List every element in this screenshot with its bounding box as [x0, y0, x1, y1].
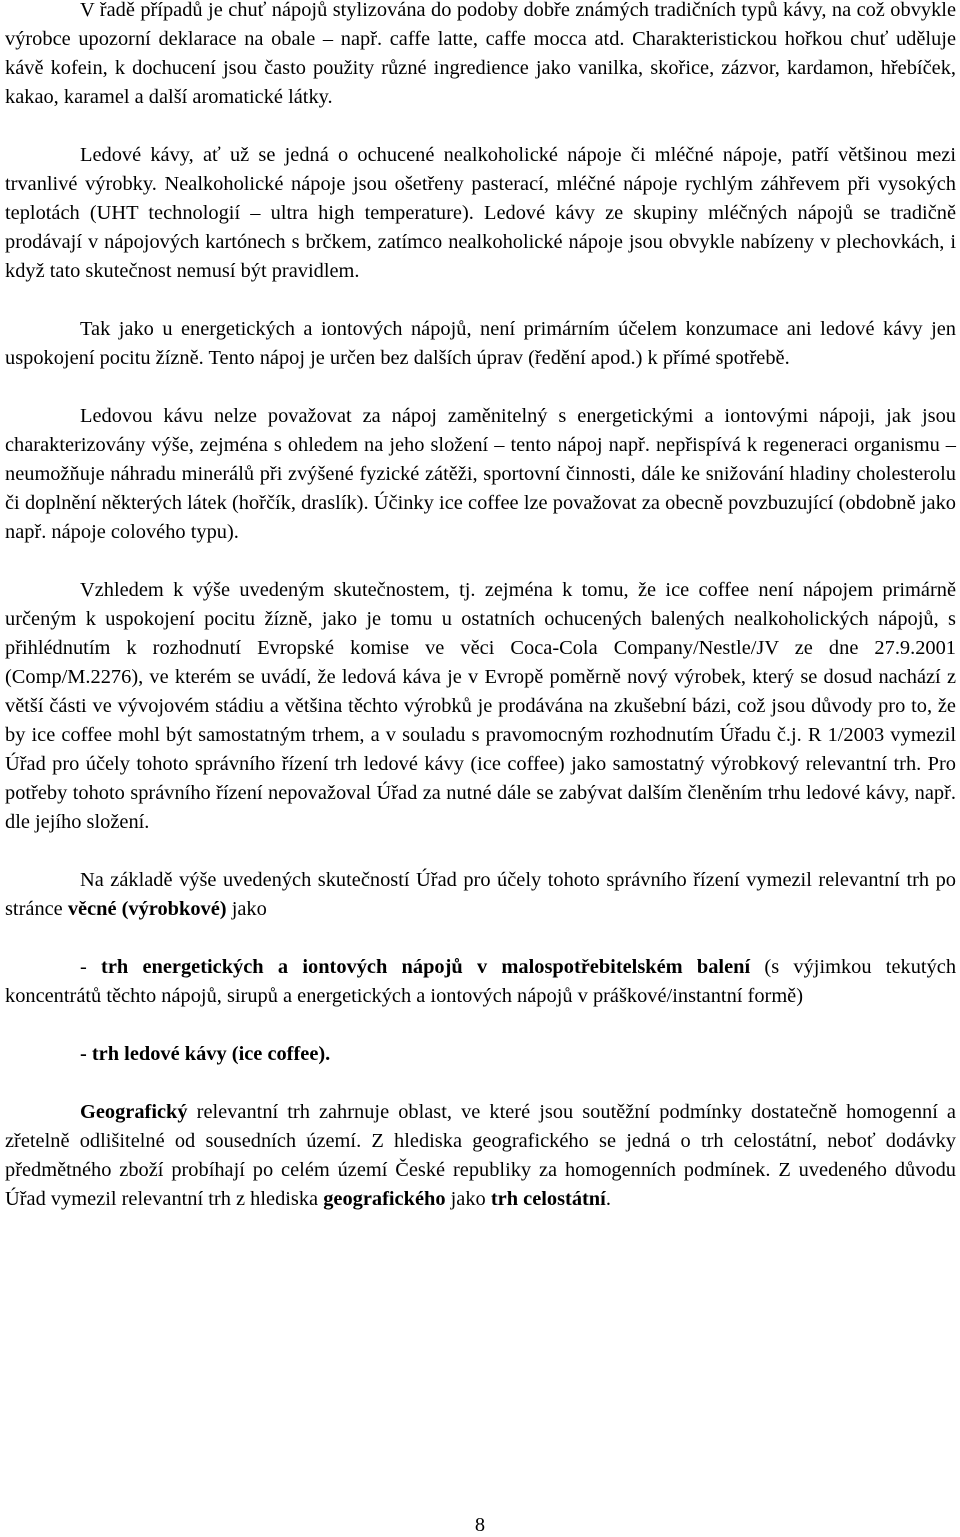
- geographic-term: geografického: [323, 1188, 446, 1210]
- page-number: 8: [474, 1514, 486, 1536]
- geographic-lead: Geografický: [80, 1101, 188, 1123]
- geographic-text-mid: jako: [445, 1188, 491, 1210]
- paragraph-relevant-market: [5, 866, 956, 924]
- geographic-text: relevantní trh zahrnuje oblast, ve které jsou soutěžní podmínky dostatečně homogenní a zřetelně odlišitelné od sousedních území. Z hlediska geografického se jedná o trh celostátní, neboť dodávky předmětného zboží probíhají po celém území České republiky za homogenních podmínek. Z uvedeného důvodu Úřad vymezil relevantní trh z hlediska: [5, 1101, 956, 1210]
- relevant-market-intro: Na základě výše uvedených skutečností Úřad pro účely tohoto správního řízení vymezil relevantní trh po stránce: [5, 869, 956, 920]
- geographic-market-scope: trh celostátní: [490, 1188, 606, 1210]
- market-item-energy-title: trh energetických a iontových nápojů v malospotřebitelském balení: [101, 956, 751, 978]
- relevant-market-type: věcné (výrobkové): [67, 898, 227, 920]
- relevant-market-intro-end: jako: [226, 898, 267, 920]
- document-page: [5, 0, 956, 1214]
- paragraph-substitutability: Ledovou kávu nelze považovat za nápoj zaměnitelný s energetickými a iontovými nápoji, jak jsou charakterizovány výše, zejména s ohledem na jeho složení – tento nápoj např. nepřispívá k regeneraci organismu – neumožňuje náhradu minerálů při zvýšené fyzické zátěži, sportovní činnosti, dále ke snižování hladiny cholesterolu či doplnění některých látek (hořčík, draslík). Účinky ice coffee lze považovat za obecně povzbuzující (obdobně jako např. nápoje colového typu).: [5, 405, 956, 543]
- market-item-energy-note: (s výjimkou tekutých koncentrátů těchto nápojů, sirupů a energetických a iontových nápojů v práškové/instantní formě): [5, 956, 957, 1007]
- paragraph-geographic-market: [5, 1098, 956, 1214]
- paragraph-commission-decision: Vzhledem k výše uvedeným skutečnostem, tj. zejména k tomu, že ice coffee není nápojem primárně určeným k uspokojení pocitu žízně, jako je tomu u ostatních ochucených balených nealkoholických nápojů, s přihlédnutím k rozhodnutí Evropské komise ve věci Coca-Cola Company/Nestle/JV ze dne 27.9.2001 (Comp/M.2276), ve kterém se uvádí, že ledová káva je v Evropě poměrně nový výrobek, který se dosud nachází z větší části ve vývojovém stádiu a většina těchto výrobků je prodávána na zkušební bázi, což jsou důvody pro to, že by ice coffee mohl být samostatným trhem, a v souladu s pravomocným rozhodnutím Úřadu č.j. R 1/2003 vymezil Úřad pro účely tohoto správního řízení trh ledové kávy (ice coffee) jako samostatný výrobkový relevantní trh. Pro potřeby tohoto správního řízení nepovažoval Úřad za nutné dále se zabývat dalším členěním trhu ledové kávy, např. dle jejího složení.: [5, 579, 956, 833]
- paragraph-flavor: V řadě případů je chuť nápojů stylizována do podoby dobře známých tradičních typů kávy, na což obvykle výrobce upozorní deklarace na obale – např. caffe latte, caffe mocca atd. Charakteristickou hořkou chuť uděluje kávě kofein, k dochucení jsou často použity různé ingredience jako vanilka, skořice, zázvor, kardamon, hřebíček, kakao, karamel a další aromatické látky.: [5, 0, 956, 108]
- market-item-energy: [5, 953, 956, 1011]
- geographic-end: .: [605, 1188, 611, 1210]
- market-item-ice-coffee: - trh ledové kávy (ice coffee).: [80, 1043, 331, 1065]
- paragraph-purpose: Tak jako u energetických a iontových nápojů, není primárním účelem konzumace ani ledové kávy jen uspokojení pocitu žízně. Tento nápoj je určen bez dalších úprav (ředění apod.) k přímé spotřebě.: [5, 318, 956, 369]
- market-item-energy-prefix: -: [80, 956, 102, 978]
- paragraph-shelf-life: Ledové kávy, ať už se jedná o ochucené nealkoholické nápoje či mléčné nápoje, patří většinou mezi trvanlivé výrobky. Nealkoholické nápoje jsou ošetřeny pasterací, mléčné nápoje rychlým záhřevem při vysokých teplotách (UHT technologií – ultra high temperature). Ledové kávy ze skupiny mléčných nápojů se tradičně prodávají v nápojových kartónech s brčkem, zatímco nealkoholické nápoje jsou obvykle nabízeny v plechovkách, i když tato skutečnost nemusí být pravidlem.: [5, 144, 956, 282]
